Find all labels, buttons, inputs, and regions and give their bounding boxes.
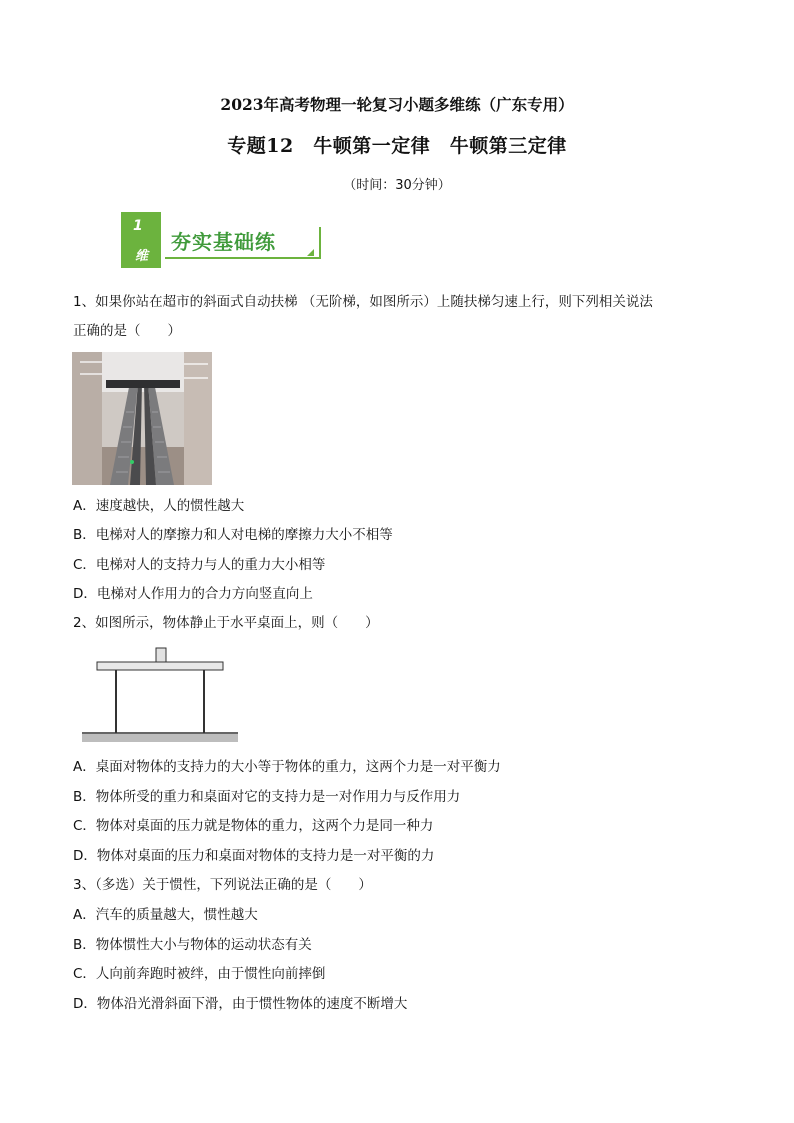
document-subtitle: 专题12 牛顿第一定律 牛顿第三定律 [227, 135, 567, 157]
section-tab [121, 212, 161, 268]
question-1-option-c: C．电梯对人的支持力与人的重力大小相等 [73, 557, 326, 573]
question-2-option-d: D．物体对桌面的压力和桌面对物体的支持力是一对平衡的力 [73, 848, 435, 864]
question-1-option-d: D．电梯对人作用力的合力方向竖直向上 [73, 586, 313, 602]
question-2-stem: 2、如图所示，物体静止于水平桌面上，则（ ） [73, 615, 379, 631]
document-title: 2023年高考物理一轮复习小题多维练（广东专用） [220, 95, 574, 114]
section-banner [121, 212, 317, 270]
question-1-option-a: A．速度越快，人的惯性越大 [73, 498, 245, 514]
question-2-option-c: C．物体对桌面的压力就是物体的重力，这两个力是同一种力 [73, 818, 434, 834]
escalator-photo [72, 352, 212, 485]
section-tab-number: 1 [133, 218, 143, 234]
question-3-option-d: D．物体沿光滑斜面下滑，由于惯性物体的速度不断增大 [73, 996, 408, 1012]
section-tab-char: 维 [135, 249, 149, 264]
table-diagram [80, 645, 240, 745]
question-3-option-a: A．汽车的质量越大，惯性越大 [73, 907, 258, 923]
question-3-stem: 3、（多选）关于惯性，下列说法正确的是（ ） [73, 877, 372, 893]
banner-corner-decoration [307, 249, 314, 256]
question-1-option-b: B．电梯对人的摩擦力和人对电梯的摩擦力大小不相等 [73, 527, 393, 543]
question-3-option-c: C．人向前奔跑时被绊，由于惯性向前摔倒 [73, 966, 326, 982]
question-1-stem-line2: 正确的是（ ） [73, 323, 181, 339]
section-label: 夯实基础练 [165, 227, 321, 259]
question-2-option-a: A．桌面对物体的支持力的大小等于物体的重力，这两个力是一对平衡力 [73, 759, 501, 775]
question-2-option-b: B．物体所受的重力和桌面对它的支持力是一对作用力与反作用力 [73, 789, 461, 805]
question-3-option-b: B．物体惯性大小与物体的运动状态有关 [73, 937, 312, 953]
question-1-stem-line1: 1、如果你站在超市的斜面式自动扶梯 （无阶梯，如图所示）上随扶梯匀速上行，则下列相关说法 [73, 294, 653, 310]
time-note: （时间：30分钟） [343, 178, 451, 193]
